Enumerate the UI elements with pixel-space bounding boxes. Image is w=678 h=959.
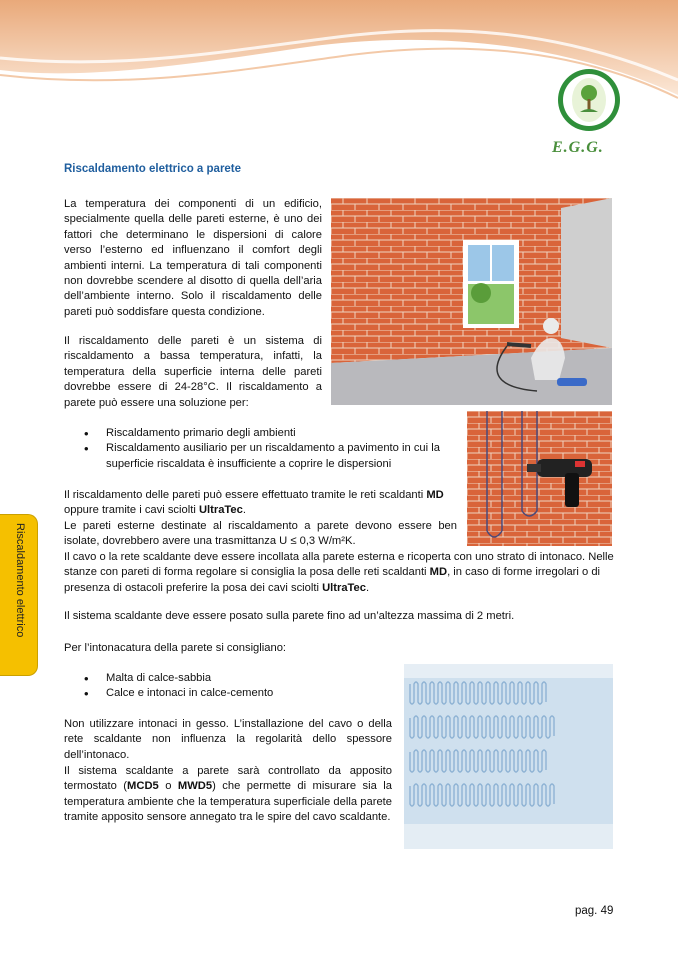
list-item: • Malta di calce-sabbia (82, 671, 382, 686)
mwd5-label: MWD5 (177, 780, 213, 793)
thermo-text: Il sistema scaldante a parete sarà controllato da apposito termostato ( (64, 765, 392, 793)
md-text-3: . (242, 504, 246, 517)
thermo-text-2: o (158, 780, 178, 793)
md-text: Il riscaldamento delle pareti può essere effettuato tramite le reti scaldanti (64, 489, 427, 501)
brick-wall-room-image (331, 198, 612, 405)
mcd5-label: MCD5 (127, 780, 159, 793)
thermostat-paragraph (64, 764, 392, 826)
walls-paragraph: Le pareti esterne destinate al riscaldamento a parete devono essere ben isolate, dovrebbero avere una trasmittanza U ≤ 0,3 W/m²K. (64, 520, 457, 548)
ultratec-label-2: UltraTec (322, 581, 366, 594)
section-title: Riscaldamento elettrico a parete (64, 163, 242, 175)
side-tab-label: Riscaldamento elettrico (14, 523, 26, 638)
md-label-2: MD (429, 566, 448, 579)
section-side-tab (0, 514, 38, 676)
gesso-paragraph: Non utilizzare intonaci in gesso. L’installazione del cavo o della rete scaldante non influenza la regolarità dello spessore dell’intonaco. (64, 718, 392, 761)
page-number: pag. 49 (575, 905, 614, 917)
ultratec-label: UltraTec (198, 504, 243, 517)
heating-cable-wall-image (404, 664, 613, 849)
md-label: MD (426, 489, 444, 501)
cable-paragraph (64, 550, 614, 596)
list-item: • Calce e intonaci in calce-cemento (82, 686, 382, 701)
intro-paragraph-2: Il riscaldamento delle pareti è un sistema di riscaldamento a bassa temperatura, infatti, la temperatura della superficie interna delle pareti dovrebbe essere di 24-28°C. Il riscaldamento a parete può essere una soluzione per: (64, 335, 322, 409)
logo-text: E.G.G. (552, 139, 604, 156)
cable-text-2: , in caso di forme irregolari o di presenza di ostacoli preferire la posa dei cavi sciolti (64, 566, 601, 594)
intro-paragraph-1: La temperatura dei componenti di un edificio, specialmente quella delle pareti esterne, è uno dei fattori che determinano le dispersioni di calore verso l’esterno ed influenzano il comfort degli ambienti interni. La temperatura di tali componenti non dovrebbe scendere al disotto di quella dell’aria dell’ambiente interno. Solo il riscaldamento delle pareti può soddisfare questa condizione. (64, 198, 322, 318)
glue-gun-image (467, 411, 612, 546)
cable-text: Il cavo o la rete scaldante deve essere incollata alla parete esterna e ricoperta con uno strato di intonaco. Nelle stanze con pareti di forma regolare si consiglia la posa delle reti scaldanti (64, 551, 614, 579)
md-paragraph (64, 488, 457, 519)
uses-list (82, 426, 460, 472)
md-text-2: oppure tramite i cavi sciolti (64, 504, 199, 517)
plaster-intro: Per l’intonacatura della parete si consigliano: (64, 642, 287, 654)
cable-text-3: . (366, 581, 370, 594)
thermo-text-3: ) che permette di misurare sia la temperatura ambiente che la temperatura superficiale della parete tramite apposito sensore annegato tra le spire del cavo scaldante. (64, 780, 393, 824)
list-item: • Riscaldamento ausiliario per un riscaldamento a pavimento in cui la superficie riscaldata è insufficiente a coprire le dispersioni (82, 441, 460, 472)
height-paragraph: Il sistema scaldante deve essere posato sulla parete fino ad un’altezza massima di 2 metri. (64, 610, 515, 622)
list-item: • Riscaldamento primario degli ambienti (82, 426, 460, 441)
plaster-list (82, 671, 382, 702)
